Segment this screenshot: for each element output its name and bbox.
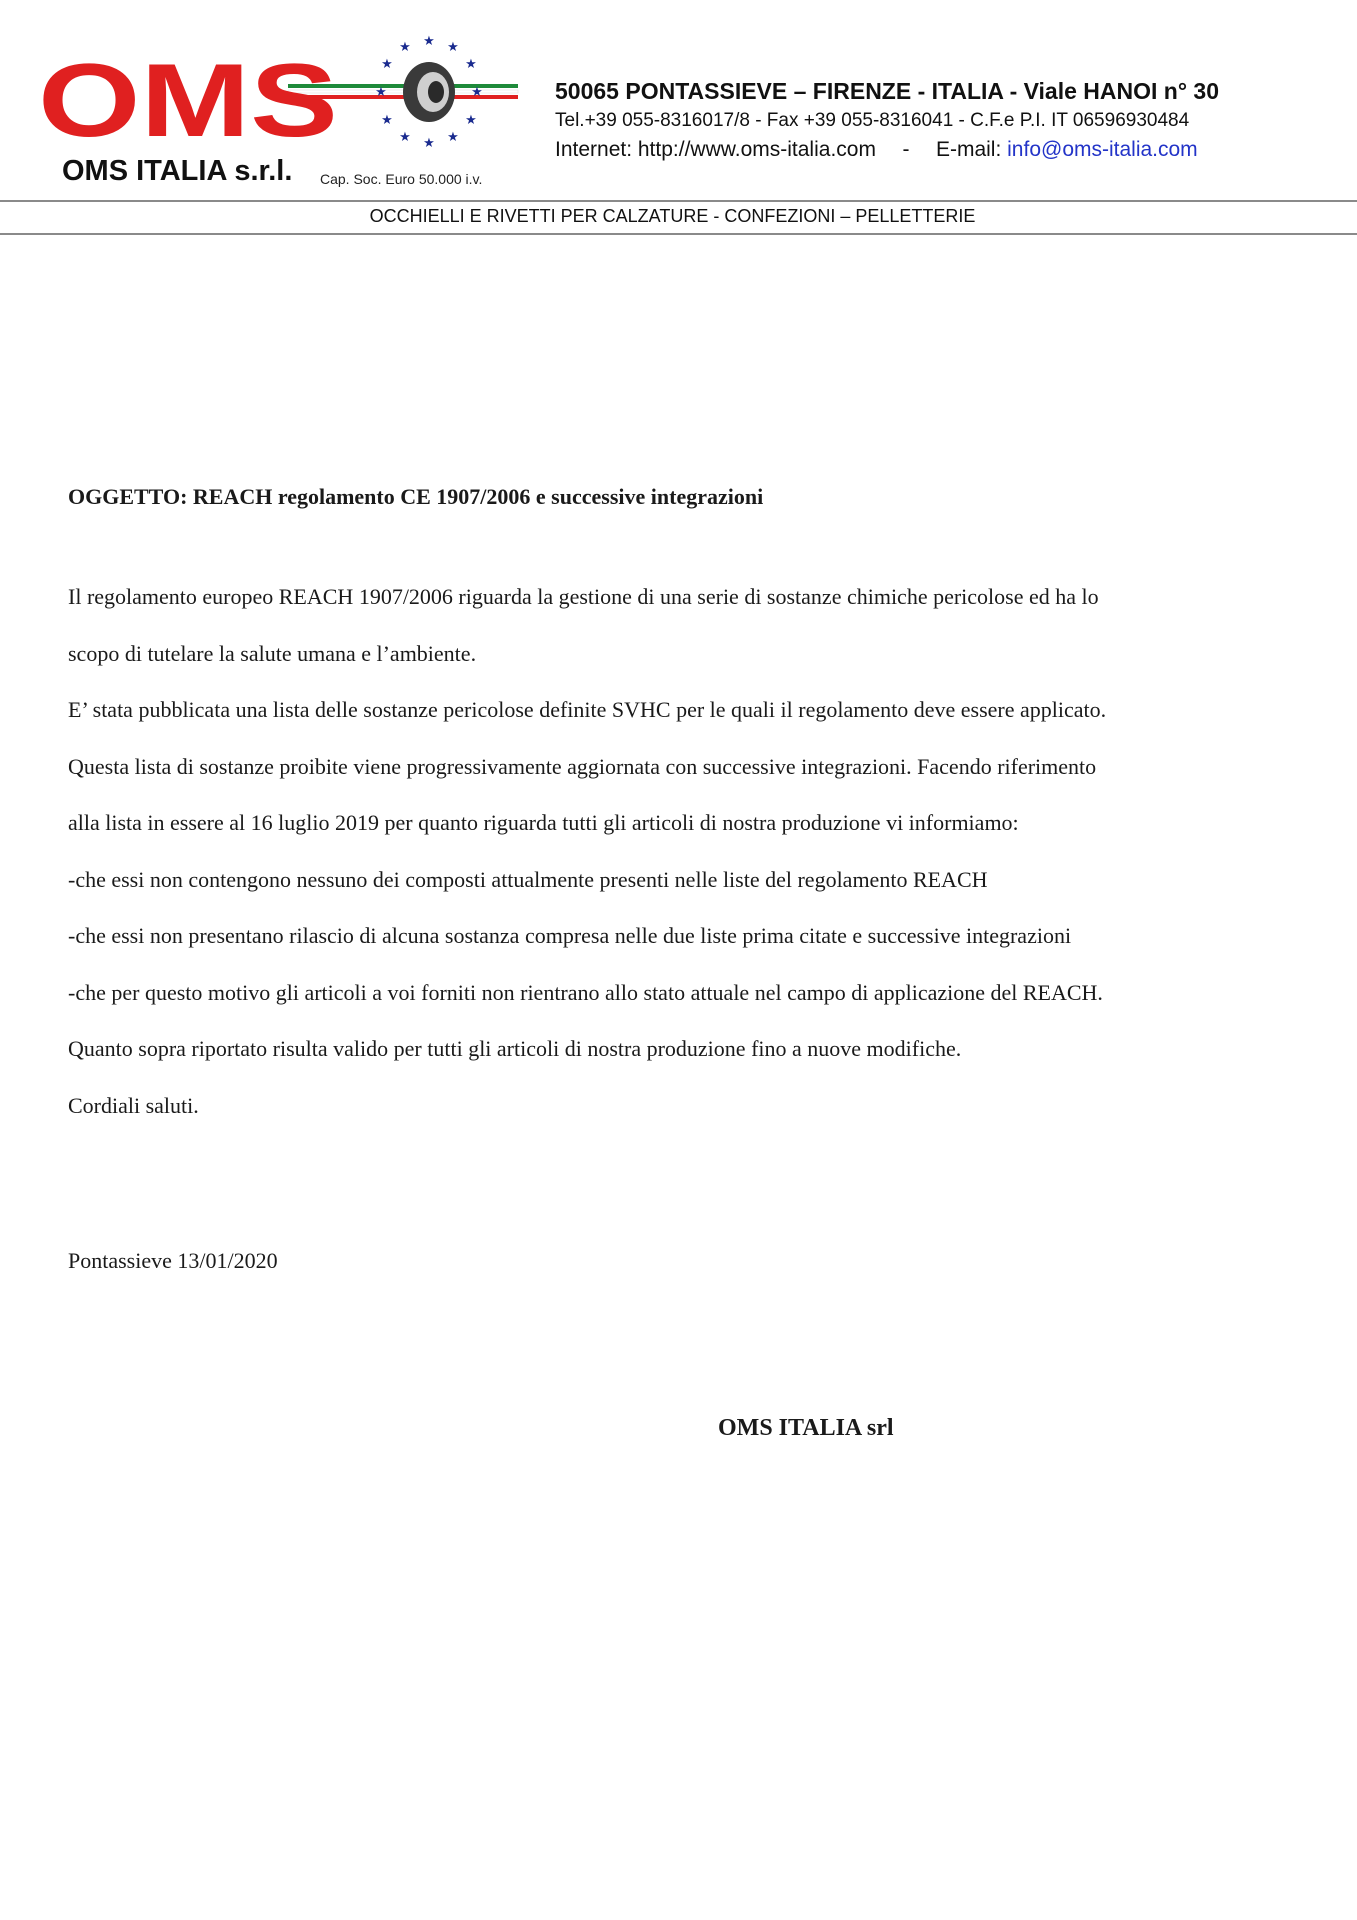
letter-date: Pontassieve 13/01/2020: [68, 1248, 278, 1273]
header-divider-top: [0, 200, 1357, 202]
svg-text:★: ★: [399, 130, 411, 145]
oms-logo: [38, 28, 528, 168]
letter-body: [68, 569, 1318, 1134]
body-line: -che per questo motivo gli articoli a voi forniti non rientrano allo stato attuale nel campo di applicazione del REACH.: [68, 979, 1103, 1005]
email-label: E-mail:: [935, 138, 1002, 161]
contact-separator: -: [902, 138, 910, 161]
body-line: Quanto sopra riportato risulta valido per tutti gli articoli di nostra produzione fino a nuove modifiche.: [68, 1036, 962, 1061]
body-line: -che essi non contengono nessuno dei composti attualmente presenti nelle liste del regolamento REACH: [68, 866, 988, 892]
share-capital: Cap. Soc. Euro 50.000 i.v.: [320, 171, 483, 187]
svg-text:★: ★: [381, 113, 393, 128]
body-line: Questa lista di sostanze proibite viene progressivamente aggiornata con successive integrazioni. Facendo riferimento: [68, 753, 1097, 779]
body-line: alla lista in essere al 16 luglio 2019 per quanto riguarda tutti gli articoli di nostra produzione vi informiamo:: [68, 810, 1019, 835]
svg-text:★: ★: [423, 136, 435, 151]
letter-subject: OGGETTO: REACH regolamento CE 1907/2006 e successive integrazioni: [68, 484, 764, 509]
body-line: -che essi non presentano rilascio di alcuna sostanza compresa nelle due liste prima citate e successive integrazioni: [68, 923, 1072, 948]
svg-text:★: ★: [465, 57, 477, 72]
closing-line: Cordiali saluti.: [68, 1092, 199, 1118]
website-text[interactable]: Internet: http://www.oms-italia.com: [555, 138, 876, 161]
signature: OMS ITALIA srl: [718, 1415, 894, 1441]
web-contacts: [555, 138, 1198, 162]
svg-text:★: ★: [447, 130, 459, 145]
svg-text:★: ★: [375, 85, 387, 100]
svg-text:★: ★: [447, 40, 459, 55]
company-tagline: OCCHIELLI E RIVETTI PER CALZATURE - CONFEZIONI – PELLETTERIE: [369, 206, 976, 226]
svg-text:★: ★: [423, 34, 435, 49]
company-name: OMS ITALIA s.r.l.: [62, 155, 293, 187]
eyelet-icon: [403, 62, 455, 122]
letterhead: [0, 0, 1357, 240]
body-line: E’ stata pubblicata una lista delle sostanze pericolose definite SVHC per le quali il regolamento deve essere applicato.: [68, 697, 1107, 722]
svg-text:★: ★: [381, 57, 393, 72]
svg-text:★: ★: [465, 113, 477, 128]
logo-wordmark: OMS: [38, 43, 338, 159]
svg-text:★: ★: [471, 85, 483, 100]
company-address: 50065 PONTASSIEVE – FIRENZE - ITALIA - Viale HANOI n° 30: [555, 78, 1220, 104]
body-line: Il regolamento europeo REACH 1907/2006 riguarda la gestione di una serie di sostanze chimiche pericolose ed ha lo: [68, 584, 1099, 609]
svg-text:★: ★: [399, 40, 411, 55]
body-line: scopo di tutelare la salute umana e l’ambiente.: [68, 640, 477, 666]
header-divider-bottom: [0, 233, 1357, 235]
email-link[interactable]: info@oms-italia.com: [1007, 138, 1198, 161]
company-contacts: Tel.+39 055-8316017/8 - Fax +39 055-8316041 - C.F.e P.I. IT 06596930484: [555, 110, 1190, 131]
